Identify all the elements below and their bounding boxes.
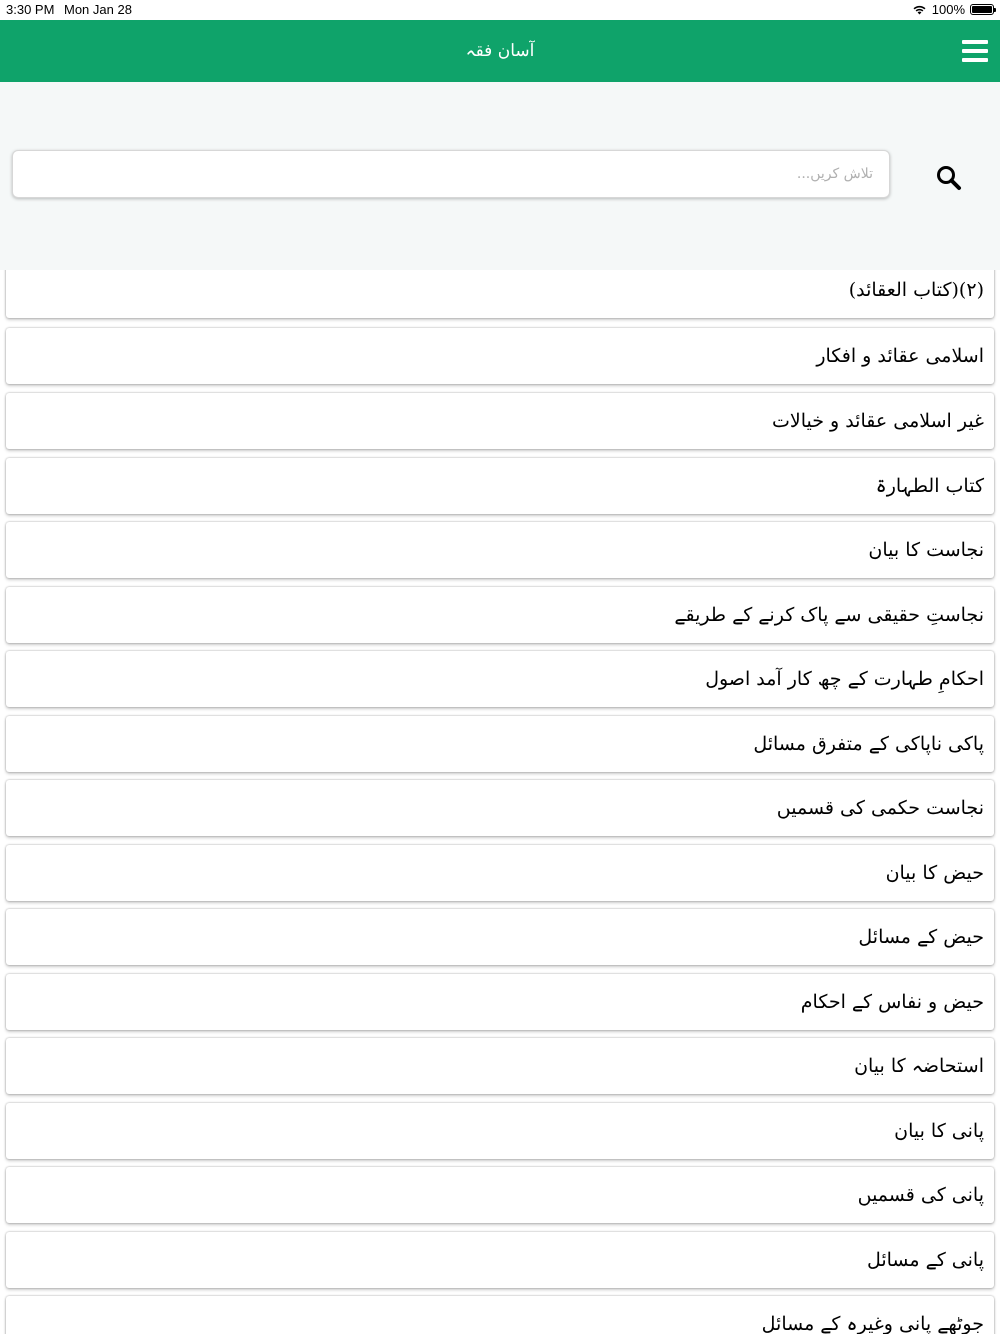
wifi-icon [912,4,927,15]
list-item[interactable] [6,780,994,836]
topic-list [0,270,1000,1334]
list-item-label: جوٹھے پانی وغیرہ کے مسائل [761,1313,984,1334]
list-item-label: پانی کے مسائل [866,1249,984,1271]
list-item-label: حیض کا بیان [885,862,984,884]
list-item-label: (۲)(کتاب العقائد) [848,279,984,301]
status-right [912,2,994,17]
list-item[interactable] [6,270,994,318]
list-item[interactable] [6,587,994,643]
battery-icon [970,4,994,15]
search-icon[interactable] [931,160,967,196]
list-item[interactable] [6,1167,994,1223]
list-item-label: کتاب الطہارۃ [875,475,984,497]
list-item[interactable] [6,1103,994,1159]
list-item-label: نجاست حکمی کی قسمیں [776,797,984,819]
list-item-label: احکامِ طہارت کے چھ کار آمد اصول [705,668,984,690]
hamburger-menu-icon[interactable] [962,40,988,62]
search-area [0,82,1000,270]
list-item-label: حیض و نفاس کے احکام [800,991,984,1013]
battery-percent: 100% [931,2,965,17]
list-item[interactable] [6,1296,994,1334]
list-item[interactable] [6,974,994,1030]
list-item-label: حیض کے مسائل [858,926,984,948]
list-item[interactable] [6,909,994,965]
list-item[interactable] [6,328,994,384]
status-bar [0,0,1000,20]
list-item[interactable] [6,393,994,449]
list-item-label: نجاست کا بیان [868,539,984,561]
list-item-label: پاکی ناپاکی کے متفرق مسائل [753,733,984,755]
list-item[interactable] [6,1232,994,1288]
list-item[interactable] [6,651,994,707]
list-item[interactable] [6,716,994,772]
status-time: 3:30 PM [6,2,55,17]
search-input[interactable] [12,150,890,198]
list-item-label: پانی کا بیان [894,1120,984,1142]
list-item-label: استحاضہ کا بیان [854,1055,984,1077]
list-item-label: اسلامی عقائد و افکار [816,345,984,367]
list-item-label: نجاستِ حقیقی سے پاک کرنے کے طریقے [674,604,984,626]
list-item[interactable] [6,1038,994,1094]
list-item[interactable] [6,522,994,578]
app-title: آسان فقہ [465,41,535,61]
list-item-label: پانی کی قسمیں [857,1184,984,1206]
list-item-label: غیر اسلامی عقائد و خیالات [771,410,984,432]
app-bar [0,20,1000,82]
list-item[interactable] [6,458,994,514]
status-date: Mon Jan 28 [64,2,132,17]
list-item[interactable] [6,845,994,901]
